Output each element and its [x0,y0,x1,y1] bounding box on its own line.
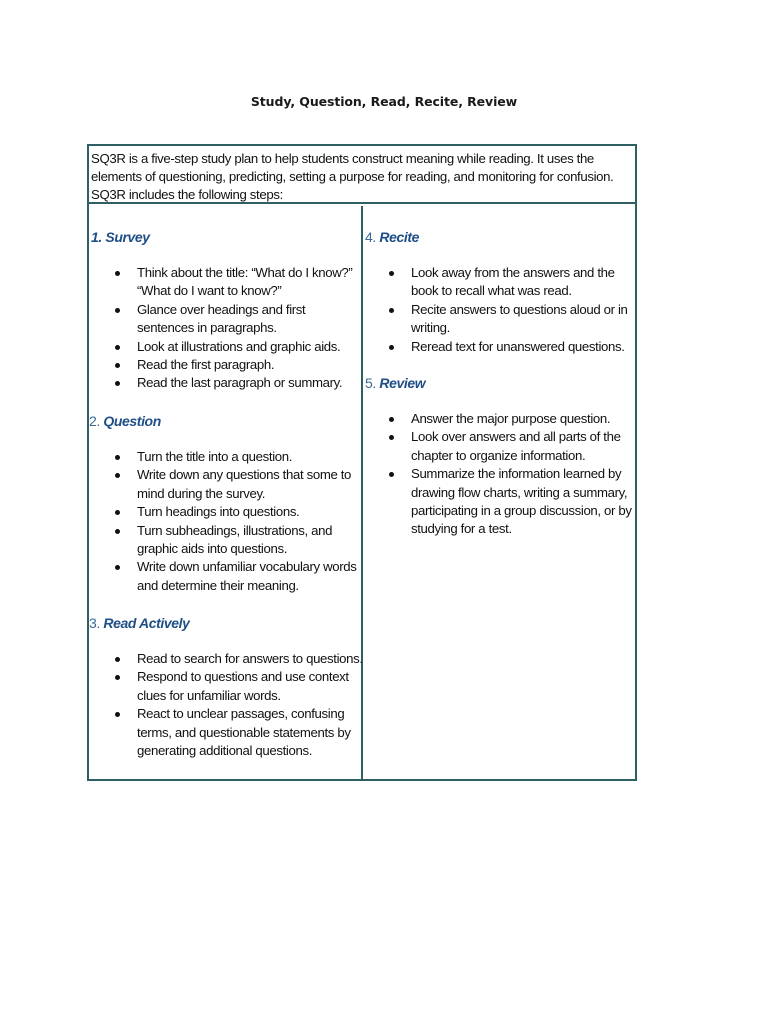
bullet-icon [115,381,120,386]
bullet-icon [389,308,394,313]
section-name: Review [379,375,426,391]
section-name: Survey [105,229,150,245]
section-heading-survey [91,228,150,246]
list-item: Look away from the answers and the book to recall what was read. [365,264,633,301]
section-number: 2. [89,413,100,429]
bullet-icon [115,473,120,478]
list-item: Look at illustrations and graphic aids. [91,338,363,356]
recite-list [365,264,633,356]
section-heading-review [365,374,425,392]
review-list [365,410,633,539]
section-number: 1. [91,229,102,245]
list-item: Look over answers and all parts of the chapter to organize information. [365,428,633,465]
question-list [91,448,363,595]
page-title: Study, Question, Read, Recite, Review [250,94,518,109]
bullet-icon [115,675,120,680]
section-number: 3. [89,615,100,631]
section-heading-recite [365,228,419,246]
intro-paragraph: SQ3R is a five-step study plan to help students construct meaning while reading. It uses the elements of questioning, predicting, setting a purpose for reading, and monitoring for confusion. SQ3R includes the following steps: [89,146,635,204]
list-item: Read to search for answers to questions. [91,650,363,668]
right-column [363,206,635,779]
bullet-icon [389,345,394,350]
list-item: Think about the title: “What do I know?” “What do I want to know?” [91,264,363,301]
bullet-icon [115,657,120,662]
read-actively-list [91,650,363,760]
list-item: Read the first paragraph. [91,356,363,374]
list-item: Write down any questions that some to mind during the survey. [91,466,363,503]
list-item: Write down unfamiliar vocabulary words and determine their meaning. [91,558,363,595]
section-number: 4. [365,229,376,245]
list-item: Turn the title into a question. [91,448,363,466]
list-item: Turn headings into questions. [91,503,363,521]
list-item: Reread text for unanswered questions. [365,338,633,356]
sq3r-table [87,144,637,781]
bullet-icon [115,712,120,717]
list-item: Glance over headings and first sentences in paragraphs. [91,301,363,338]
section-heading-question [89,412,161,430]
list-item: Respond to questions and use context clues for unfamiliar words. [91,668,363,705]
list-item: Turn subheadings, illustrations, and graphic aids into questions. [91,522,363,559]
bullet-icon [389,435,394,440]
bullet-icon [115,271,120,276]
list-item: Recite answers to questions aloud or in writing. [365,301,633,338]
section-name: Recite [379,229,420,245]
list-item: Summarize the information learned by drawing flow charts, writing a summary, participating in a group discussion, or by studying for a test. [365,465,633,539]
bullet-icon [389,472,394,477]
list-item: React to unclear passages, confusing terms, and questionable statements by generating additional questions. [91,705,363,760]
bullet-icon [115,529,120,534]
bullet-icon [115,565,120,570]
bullet-icon [389,271,394,276]
bullet-icon [389,417,394,422]
list-item: Answer the major purpose question. [365,410,633,428]
survey-list [91,264,363,393]
bullet-icon [115,308,120,313]
left-column [89,206,363,779]
bullet-icon [115,455,120,460]
bullet-icon [115,510,120,515]
section-name: Read Actively [103,615,190,631]
list-item: Read the last paragraph or summary. [91,374,363,392]
section-number: 5. [365,375,376,391]
section-name: Question [103,413,161,429]
bullet-icon [115,345,120,350]
section-heading-read-actively [89,614,190,632]
bullet-icon [115,363,120,368]
